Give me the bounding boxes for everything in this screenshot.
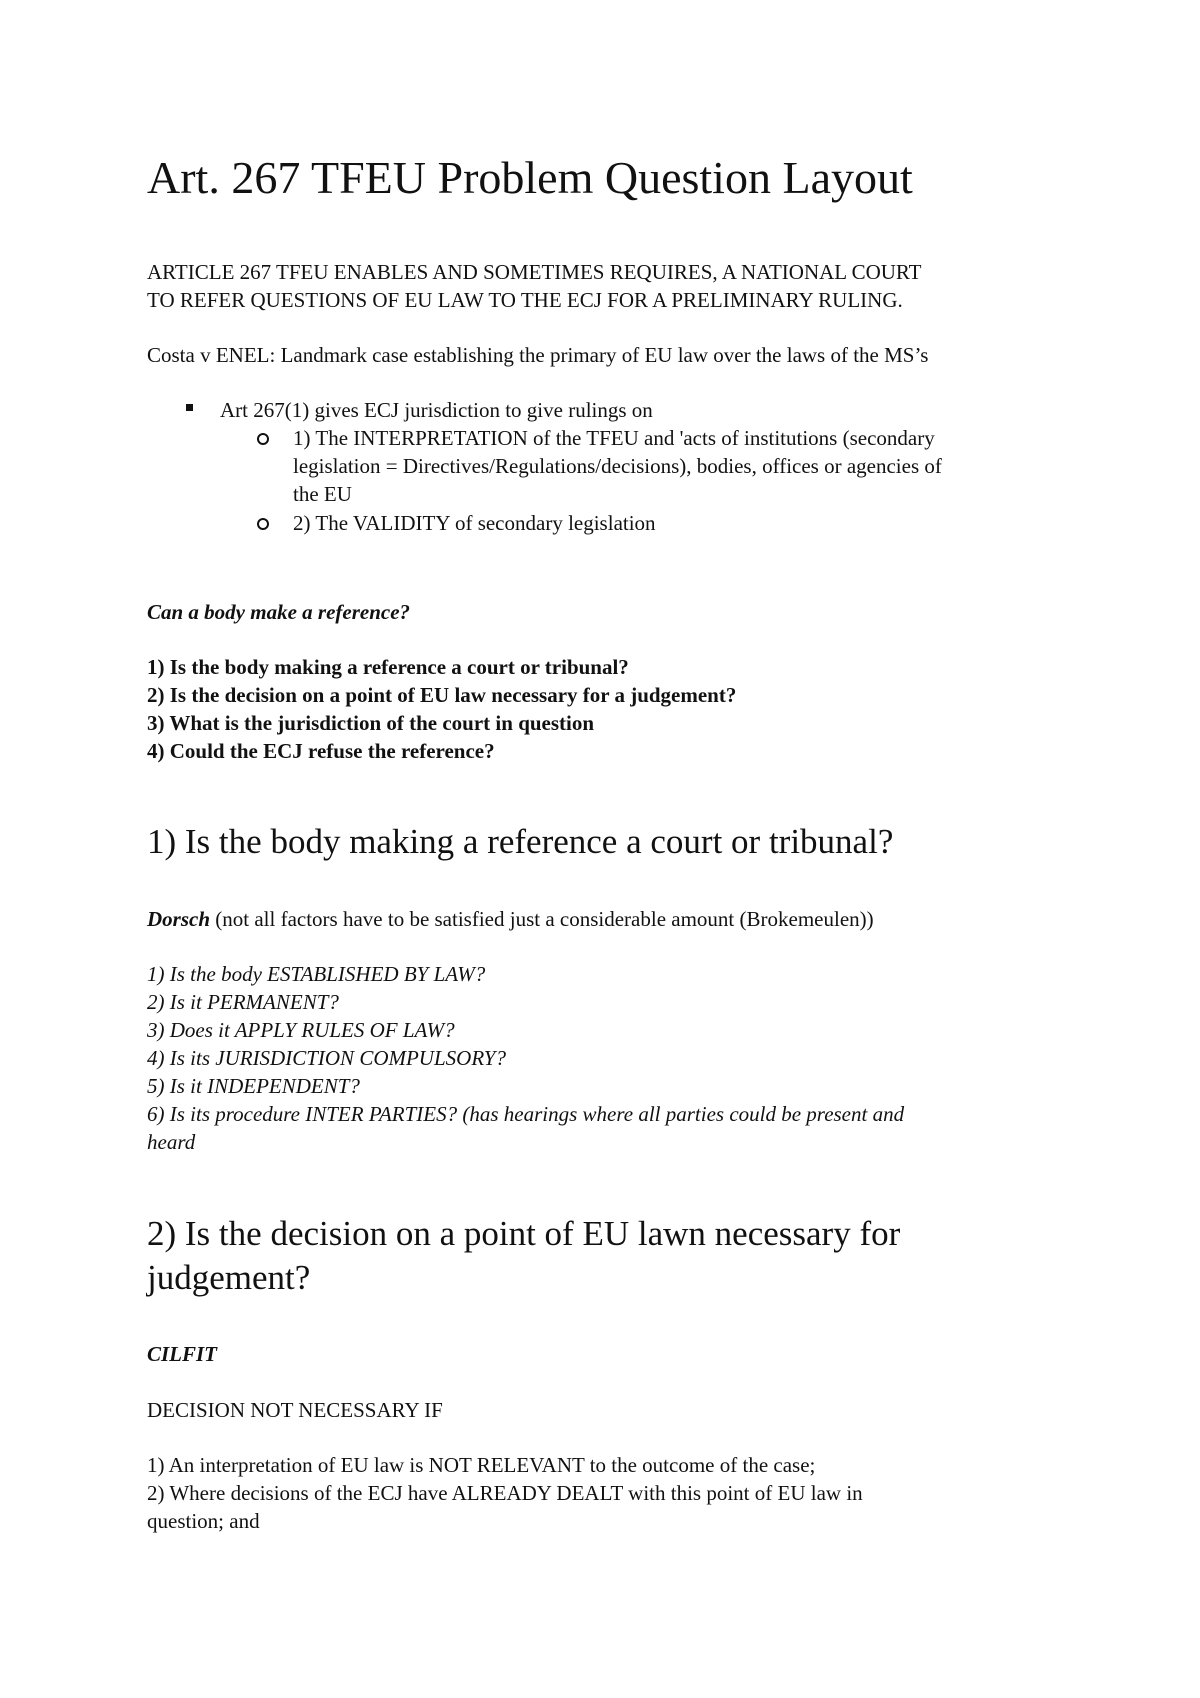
intro-line-2: TO REFER QUESTIONS OF EU LAW TO THE ECJ FOR A PRELIMINARY RULING.: [147, 288, 903, 312]
intro-line-1: ARTICLE 267 TFEU ENABLES AND SOMETIMES REQUIRES, A NATIONAL COURT: [147, 260, 922, 284]
circle-bullet-icon: [257, 433, 269, 445]
question-3: 3) What is the jurisdiction of the court in question: [147, 711, 595, 735]
condition-1: 1) An interpretation of EU law is NOT RELEVANT to the outcome of the case;: [147, 1453, 816, 1477]
costa-paragraph: Costa v ENEL: Landmark case establishing the primary of EU law over the laws of the MS’s: [147, 343, 929, 367]
factor-3: 3) Does it APPLY RULES OF LAW?: [147, 1018, 455, 1042]
circle-bullet-icon: [257, 518, 269, 530]
factor-5: 5) Is it INDEPENDENT?: [147, 1074, 360, 1098]
factor-4: 4) Is its JURISDICTION COMPULSORY?: [147, 1046, 506, 1070]
section-2-heading-line-2: judgement?: [147, 1258, 311, 1297]
factor-6-line-2: heard: [147, 1130, 196, 1154]
square-bullet-icon: [186, 404, 193, 411]
factor-2: 2) Is it PERMANENT?: [147, 990, 339, 1014]
factor-1: 1) Is the body ESTABLISHED BY LAW?: [147, 962, 486, 986]
condition-2-line-2: question; and: [147, 1509, 260, 1533]
sub-bullet-1-line-1: 1) The INTERPRETATION of the TFEU and 'acts of institutions (secondary: [293, 426, 935, 450]
dorsch-case-name: Dorsch: [147, 907, 211, 931]
bullet-main: Art 267(1) gives ECJ jurisdiction to give rulings on: [220, 398, 653, 422]
question-1: 1) Is the body making a reference a court or tribunal?: [147, 655, 629, 679]
section-1-heading: 1) Is the body making a reference a court or tribunal?: [147, 822, 894, 861]
question-4: 4) Could the ECJ refuse the reference?: [147, 739, 495, 763]
can-reference-heading: Can a body make a reference?: [147, 600, 411, 624]
factor-6-line-1: 6) Is its procedure INTER PARTIES? (has hearings where all parties could be present and: [147, 1102, 905, 1126]
condition-2-line-1: 2) Where decisions of the ECJ have ALREADY DEALT with this point of EU law in: [147, 1481, 863, 1505]
page-title: Art. 267 TFEU Problem Question Layout: [147, 152, 913, 203]
sub-bullet-1-line-3: the EU: [293, 482, 352, 506]
section-2-heading-line-1: 2) Is the decision on a point of EU lawn necessary for: [147, 1214, 901, 1253]
dorsch-paragraph: [147, 905, 874, 933]
decision-not-necessary-label: DECISION NOT NECESSARY IF: [147, 1398, 443, 1422]
sub-bullet-2: 2) The VALIDITY of secondary legislation: [293, 511, 656, 535]
sub-bullet-1-line-2: legislation = Directives/Regulations/decisions), bodies, offices or agencies of: [293, 454, 942, 478]
question-2: 2) Is the decision on a point of EU law necessary for a judgement?: [147, 683, 737, 707]
cilfit-case-name: CILFIT: [147, 1342, 218, 1366]
dorsch-note: (not all factors have to be satisfied just a considerable amount (Brokemeulen)): [210, 907, 874, 931]
